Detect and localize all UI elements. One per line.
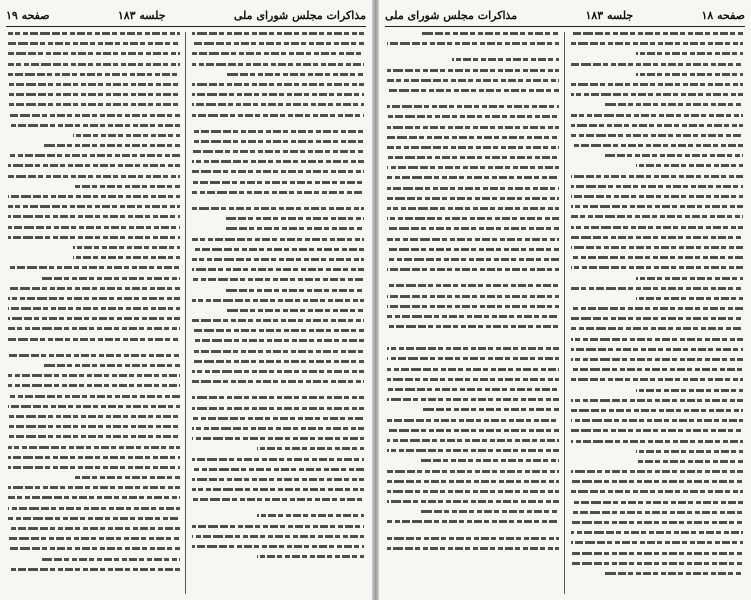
text-line — [387, 357, 559, 360]
text-line — [387, 305, 559, 308]
text-line — [226, 73, 364, 76]
text-line — [571, 185, 743, 188]
text-line — [192, 525, 364, 528]
text-line — [571, 83, 743, 86]
text-line — [73, 246, 180, 249]
text-line — [571, 440, 743, 443]
right-page-number: صفحه ۱۸ — [701, 8, 745, 22]
text-line — [42, 364, 180, 367]
text-line — [226, 217, 364, 220]
text-line — [192, 339, 364, 342]
text-line — [387, 520, 559, 523]
text-line — [192, 103, 364, 106]
text-line — [8, 527, 180, 530]
left-page-column-right — [192, 32, 364, 596]
text-line — [257, 447, 364, 450]
right-page-column-left — [387, 32, 559, 596]
text-line — [571, 501, 743, 504]
text-line — [8, 405, 180, 408]
text-line — [387, 166, 559, 169]
text-line — [571, 521, 743, 524]
text-line — [571, 236, 743, 239]
text-line — [192, 130, 364, 133]
text-line — [387, 325, 559, 328]
right-page-column-right — [571, 32, 743, 596]
text-line — [571, 307, 743, 310]
text-line — [8, 195, 180, 198]
text-line — [192, 248, 364, 251]
text-line — [421, 408, 559, 411]
text-line — [571, 175, 743, 178]
text-line — [192, 498, 364, 501]
text-line — [8, 496, 180, 499]
text-line — [8, 415, 180, 418]
text-line — [387, 439, 559, 442]
text-line — [636, 389, 743, 392]
text-line — [387, 449, 559, 452]
text-line — [192, 545, 364, 548]
text-line — [636, 460, 743, 463]
text-line — [571, 378, 743, 381]
text-line — [8, 435, 180, 438]
text-line — [571, 124, 743, 127]
text-line — [8, 114, 180, 117]
text-line — [8, 317, 180, 320]
text-line — [387, 176, 559, 179]
text-line — [192, 191, 364, 194]
right-page-session: جلسه ۱۸۳ — [585, 8, 634, 22]
text-line — [571, 317, 743, 320]
text-line — [421, 459, 559, 462]
text-line — [8, 287, 180, 290]
text-line — [192, 299, 364, 302]
text-line — [192, 427, 364, 430]
text-line — [8, 517, 180, 520]
text-line — [571, 490, 743, 493]
text-line — [605, 103, 743, 106]
text-line — [8, 226, 180, 229]
text-line — [192, 278, 364, 281]
text-line — [8, 42, 180, 45]
text-line — [8, 395, 180, 398]
text-line — [387, 547, 559, 550]
text-line — [192, 396, 364, 399]
text-line — [192, 407, 364, 410]
text-line — [8, 83, 180, 86]
text-line — [387, 268, 559, 271]
text-line — [192, 52, 364, 55]
text-line — [636, 164, 743, 167]
text-line — [636, 450, 743, 453]
text-line — [571, 93, 743, 96]
text-line — [192, 238, 364, 241]
text-line — [387, 42, 559, 45]
text-line — [8, 175, 180, 178]
text-line — [387, 136, 559, 139]
text-line — [8, 486, 180, 489]
text-line — [8, 507, 180, 510]
text-line — [192, 370, 364, 373]
text-line — [571, 42, 743, 45]
text-line — [73, 476, 180, 479]
text-line — [387, 126, 559, 129]
text-line — [8, 547, 180, 550]
text-line — [8, 215, 180, 218]
text-line — [73, 134, 180, 137]
text-line — [571, 541, 743, 544]
text-line — [8, 63, 180, 66]
text-line — [192, 207, 364, 210]
text-line — [8, 32, 180, 35]
text-line — [192, 478, 364, 481]
text-line — [8, 164, 180, 167]
text-line — [571, 368, 743, 371]
text-line — [571, 205, 743, 208]
text-line — [387, 429, 559, 432]
text-line — [571, 338, 743, 341]
text-line — [8, 124, 180, 127]
text-line — [42, 277, 180, 280]
text-line — [387, 217, 559, 220]
text-line — [192, 160, 364, 163]
text-line — [387, 347, 559, 350]
text-line — [571, 215, 743, 218]
text-line — [192, 258, 364, 261]
text-line — [8, 327, 180, 330]
text-line — [192, 417, 364, 420]
text-line — [257, 514, 364, 517]
text-line — [8, 266, 180, 269]
text-line — [42, 558, 180, 561]
right-page-header — [385, 4, 745, 27]
text-line — [192, 140, 364, 143]
text-line — [605, 572, 743, 575]
text-line — [387, 295, 559, 298]
text-line — [8, 466, 180, 469]
text-line — [571, 287, 743, 290]
left-page — [0, 0, 372, 600]
text-line — [571, 358, 743, 361]
text-line — [387, 79, 559, 82]
text-line — [571, 32, 743, 35]
text-line — [8, 384, 180, 387]
text-line — [387, 115, 559, 118]
text-line — [192, 380, 364, 383]
text-line — [192, 360, 364, 363]
text-line — [571, 511, 743, 514]
text-line — [226, 289, 364, 292]
text-line — [387, 207, 559, 210]
text-line — [387, 69, 559, 72]
text-line — [192, 488, 364, 491]
text-line — [257, 555, 364, 558]
text-line — [192, 535, 364, 538]
text-line — [8, 103, 180, 106]
left-page-column-left — [8, 32, 180, 596]
text-line — [192, 93, 364, 96]
text-line — [8, 154, 180, 157]
text-line — [571, 399, 743, 402]
left-page-session: جلسه ۱۸۳ — [117, 8, 166, 22]
text-line — [192, 329, 364, 332]
text-line — [387, 419, 559, 422]
text-line — [636, 277, 743, 280]
text-line — [387, 238, 559, 241]
text-line — [8, 338, 180, 341]
text-line — [571, 562, 743, 565]
text-line — [387, 378, 559, 381]
text-line — [8, 568, 180, 571]
text-line — [571, 531, 743, 534]
text-line — [571, 348, 743, 351]
text-line — [192, 181, 364, 184]
text-line — [73, 185, 180, 188]
text-line — [387, 284, 559, 287]
text-line — [421, 32, 559, 35]
text-line — [387, 490, 559, 493]
text-line — [571, 419, 743, 422]
text-line — [571, 226, 743, 229]
text-line — [387, 197, 559, 200]
text-line — [387, 388, 559, 391]
book-gutter — [372, 0, 379, 600]
text-line — [571, 114, 743, 117]
text-line — [192, 150, 364, 153]
text-line — [387, 156, 559, 159]
text-line — [387, 537, 559, 540]
text-line — [571, 470, 743, 473]
text-line — [387, 315, 559, 318]
text-line — [192, 458, 364, 461]
text-line — [387, 89, 559, 92]
text-line — [8, 205, 180, 208]
right-page — [379, 0, 751, 600]
text-line — [571, 409, 743, 412]
text-line — [421, 510, 559, 513]
left-page-title: مذاکرات مجلس شورای ملی — [233, 8, 366, 22]
text-line — [8, 456, 180, 459]
text-line — [571, 195, 743, 198]
text-line — [571, 134, 743, 137]
text-line — [387, 187, 559, 190]
text-line — [387, 227, 559, 230]
text-line — [8, 425, 180, 428]
text-line — [8, 236, 180, 239]
text-line — [387, 480, 559, 483]
text-line — [192, 170, 364, 173]
text-line — [8, 307, 180, 310]
text-line — [571, 246, 743, 249]
text-line — [8, 537, 180, 540]
text-line — [636, 297, 743, 300]
left-page-number: صفحه ۱۹ — [6, 8, 50, 22]
text-line — [571, 327, 743, 330]
text-line — [42, 144, 180, 147]
text-line — [387, 258, 559, 261]
column-divider — [185, 32, 186, 594]
left-page-header — [6, 4, 366, 27]
text-line — [8, 52, 180, 55]
text-line — [192, 319, 364, 322]
text-line — [8, 93, 180, 96]
text-line — [387, 248, 559, 251]
text-line — [192, 468, 364, 471]
text-line — [226, 227, 364, 230]
text-line — [387, 500, 559, 503]
text-line — [387, 105, 559, 108]
text-line — [636, 73, 743, 76]
text-line — [605, 154, 743, 157]
text-line — [192, 83, 364, 86]
text-line — [8, 374, 180, 377]
text-line — [452, 58, 559, 61]
text-line — [192, 437, 364, 440]
text-line — [8, 297, 180, 300]
text-line — [192, 63, 364, 66]
text-line — [8, 73, 180, 76]
text-line — [571, 256, 743, 259]
text-line — [192, 350, 364, 353]
text-line — [571, 63, 743, 66]
text-line — [636, 52, 743, 55]
text-line — [571, 266, 743, 269]
text-line — [387, 470, 559, 473]
text-line — [192, 268, 364, 271]
text-line — [571, 429, 743, 432]
text-line — [571, 480, 743, 483]
column-divider — [564, 32, 565, 594]
text-line — [387, 146, 559, 149]
text-line — [387, 368, 559, 371]
text-line — [192, 42, 364, 45]
text-line — [192, 114, 364, 117]
text-line — [8, 354, 180, 357]
text-line — [226, 309, 364, 312]
text-line — [73, 256, 180, 259]
right-page-title: مذاکرات مجلس شورای ملی — [385, 8, 518, 22]
text-line — [571, 552, 743, 555]
text-line — [192, 32, 364, 35]
text-line — [387, 398, 559, 401]
text-line — [8, 446, 180, 449]
text-line — [571, 144, 743, 147]
